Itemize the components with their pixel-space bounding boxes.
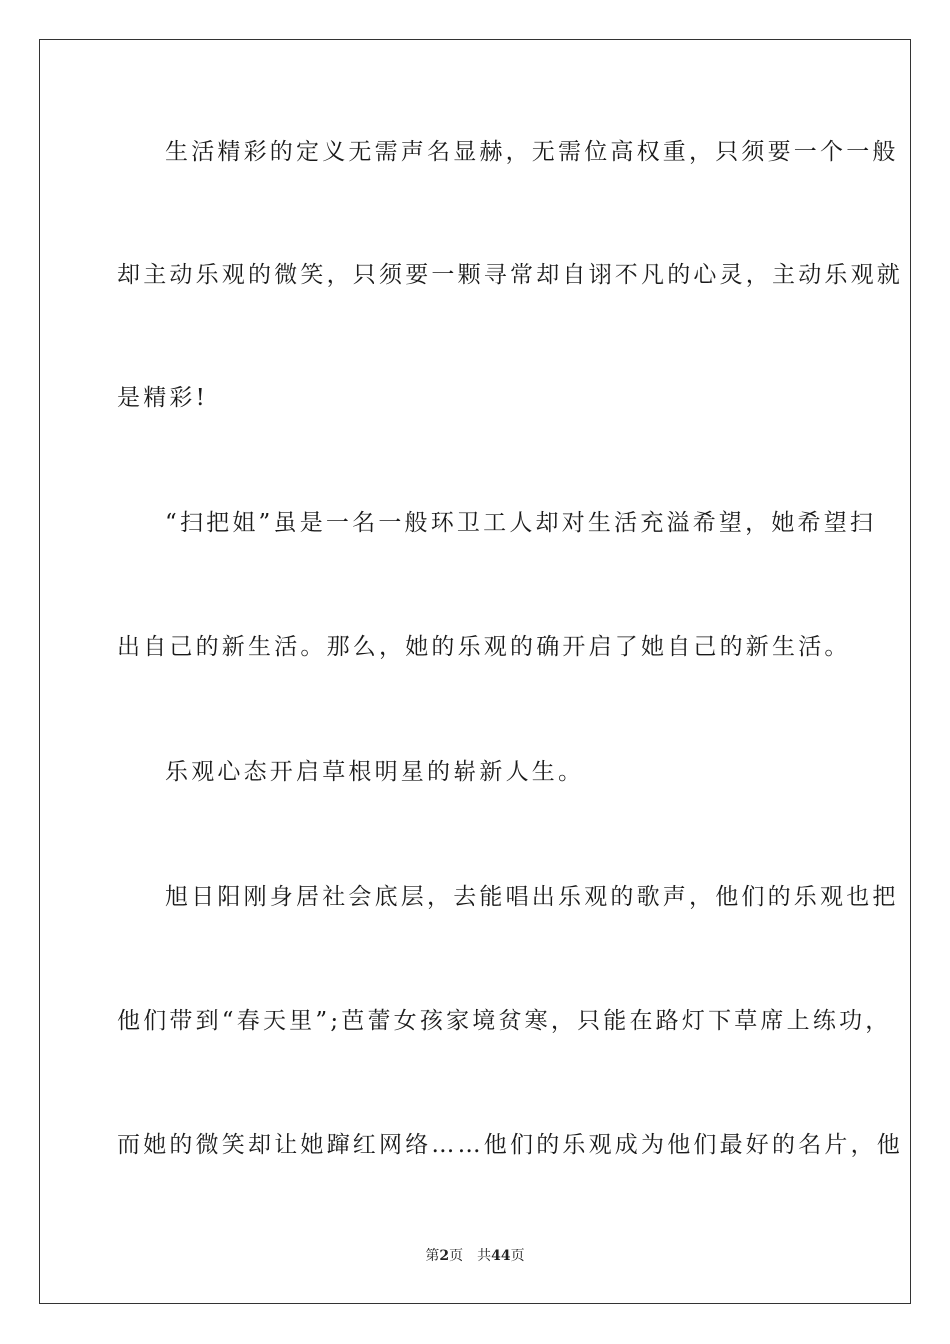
text-line-4: “扫把姐”虽是一名一般环卫工人却对生活充溢希望，她希望扫 — [165, 510, 877, 536]
text-line-2: 却主动乐观的微笑，只须要一颗寻常却自诩不凡的心灵，主动乐观就 — [117, 262, 903, 288]
page-prefix: 第 — [425, 1248, 440, 1264]
total-pages: 44 — [491, 1248, 511, 1264]
text-line-3: 是精彩! — [117, 385, 209, 411]
text-line-6: 乐观心态开启草根明星的崭新人生。 — [165, 759, 585, 785]
total-suffix: 页 — [510, 1248, 525, 1264]
page-number: 2 — [439, 1248, 450, 1264]
total-prefix: 共 — [477, 1248, 492, 1264]
page-footer — [0, 1245, 950, 1265]
text-line-8: 他们带到“春天里”;芭蕾女孩家境贫寒，只能在路灯下草席上练功， — [117, 1008, 892, 1034]
page-border — [39, 39, 911, 1304]
text-line-9: 而她的微笑却让她蹿红网络……他们的乐观成为他们最好的名片，他 — [117, 1132, 903, 1158]
text-line-1: 生活精彩的定义无需声名显赫，无需位高权重，只须要一个一般 — [165, 139, 899, 165]
text-line-5: 出自己的新生活。那么，她的乐观的确开启了她自己的新生活。 — [117, 634, 851, 660]
text-line-7: 旭日阳刚身居社会底层，去能唱出乐观的歌声，他们的乐观也把 — [165, 884, 899, 910]
page-suffix: 页 — [449, 1248, 464, 1264]
